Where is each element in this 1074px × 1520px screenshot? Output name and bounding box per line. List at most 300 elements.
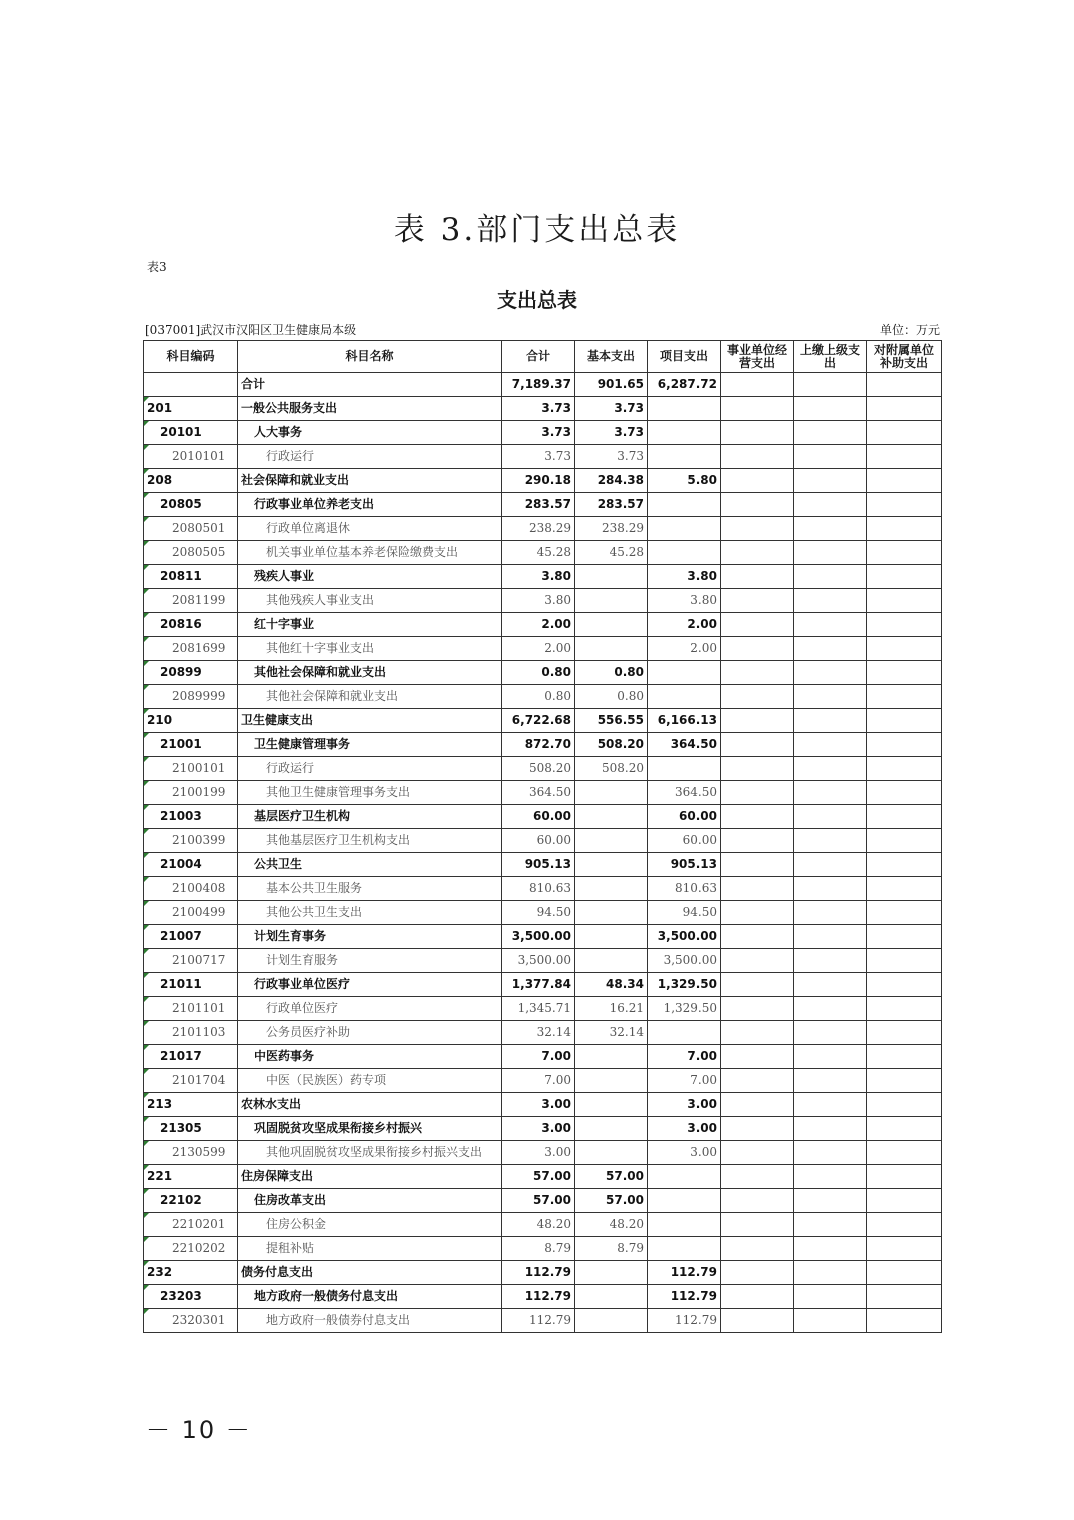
row-total: 3,500.00 bbox=[502, 949, 575, 973]
row-basic: 3.73 bbox=[575, 421, 648, 445]
row-remit bbox=[794, 421, 867, 445]
row-code: 21011 bbox=[144, 973, 238, 997]
row-business bbox=[721, 1021, 794, 1045]
row-code: 208 bbox=[144, 469, 238, 493]
row-total: 57.00 bbox=[502, 1165, 575, 1189]
table-row bbox=[144, 1237, 942, 1261]
row-business bbox=[721, 517, 794, 541]
row-remit bbox=[794, 493, 867, 517]
table-row bbox=[144, 757, 942, 781]
row-project bbox=[648, 1165, 721, 1189]
row-code: 21003 bbox=[144, 805, 238, 829]
row-remit bbox=[794, 709, 867, 733]
row-project bbox=[648, 541, 721, 565]
row-code: 232 bbox=[144, 1261, 238, 1285]
row-project: 94.50 bbox=[648, 901, 721, 925]
row-project: 60.00 bbox=[648, 805, 721, 829]
row-remit bbox=[794, 1045, 867, 1069]
row-remit bbox=[794, 637, 867, 661]
row-code: 2100499 bbox=[144, 901, 238, 925]
table-row bbox=[144, 1261, 942, 1285]
table-row bbox=[144, 613, 942, 637]
row-remit bbox=[794, 445, 867, 469]
row-total: 3.80 bbox=[502, 565, 575, 589]
row-name: 债务付息支出 bbox=[238, 1261, 502, 1285]
row-business bbox=[721, 421, 794, 445]
row-name: 行政事业单位医疗 bbox=[238, 973, 502, 997]
row-basic bbox=[575, 877, 648, 901]
row-basic: 45.28 bbox=[575, 541, 648, 565]
row-project: 2.00 bbox=[648, 637, 721, 661]
row-subsidy bbox=[867, 373, 942, 397]
row-business bbox=[721, 565, 794, 589]
row-subsidy bbox=[867, 973, 942, 997]
row-total: 3.73 bbox=[502, 421, 575, 445]
expenditure-table bbox=[143, 340, 942, 1333]
table-row bbox=[144, 877, 942, 901]
row-remit bbox=[794, 973, 867, 997]
row-total: 810.63 bbox=[502, 877, 575, 901]
row-project bbox=[648, 1237, 721, 1261]
row-subsidy bbox=[867, 901, 942, 925]
row-code: 2320301 bbox=[144, 1309, 238, 1333]
row-project: 112.79 bbox=[648, 1309, 721, 1333]
row-total: 60.00 bbox=[502, 829, 575, 853]
row-remit bbox=[794, 1021, 867, 1045]
row-name: 行政单位离退休 bbox=[238, 517, 502, 541]
table-tag: 表3 bbox=[147, 260, 167, 274]
row-project: 5.80 bbox=[648, 469, 721, 493]
row-name: 其他残疾人事业支出 bbox=[238, 589, 502, 613]
row-code: 2101103 bbox=[144, 1021, 238, 1045]
row-project: 7.00 bbox=[648, 1069, 721, 1093]
row-name: 公务员医疗补助 bbox=[238, 1021, 502, 1045]
row-remit bbox=[794, 1141, 867, 1165]
row-name: 卫生健康支出 bbox=[238, 709, 502, 733]
table-row bbox=[144, 997, 942, 1021]
table-row bbox=[144, 1165, 942, 1189]
row-basic bbox=[575, 637, 648, 661]
row-total: 94.50 bbox=[502, 901, 575, 925]
table-row bbox=[144, 853, 942, 877]
row-subsidy bbox=[867, 925, 942, 949]
row-basic bbox=[575, 901, 648, 925]
row-project: 3,500.00 bbox=[648, 925, 721, 949]
row-remit bbox=[794, 757, 867, 781]
row-basic bbox=[575, 1117, 648, 1141]
table-row bbox=[144, 709, 942, 733]
row-remit bbox=[794, 1261, 867, 1285]
row-code: 2080505 bbox=[144, 541, 238, 565]
row-remit bbox=[794, 397, 867, 421]
row-subsidy bbox=[867, 1237, 942, 1261]
row-name: 行政事业单位养老支出 bbox=[238, 493, 502, 517]
row-remit bbox=[794, 877, 867, 901]
row-project bbox=[648, 1189, 721, 1213]
row-total: 508.20 bbox=[502, 757, 575, 781]
row-total: 872.70 bbox=[502, 733, 575, 757]
row-subsidy bbox=[867, 685, 942, 709]
row-business bbox=[721, 1189, 794, 1213]
row-project: 7.00 bbox=[648, 1045, 721, 1069]
row-business bbox=[721, 733, 794, 757]
row-code: 23203 bbox=[144, 1285, 238, 1309]
row-remit bbox=[794, 1189, 867, 1213]
row-subsidy bbox=[867, 1093, 942, 1117]
row-code: 21007 bbox=[144, 925, 238, 949]
row-basic: 508.20 bbox=[575, 757, 648, 781]
row-project bbox=[648, 661, 721, 685]
header-code: 科目编码 bbox=[144, 341, 238, 373]
row-business bbox=[721, 829, 794, 853]
row-project: 1,329.50 bbox=[648, 997, 721, 1021]
row-project: 3,500.00 bbox=[648, 949, 721, 973]
row-name: 住房保障支出 bbox=[238, 1165, 502, 1189]
row-total: 1,377.84 bbox=[502, 973, 575, 997]
row-subsidy bbox=[867, 997, 942, 1021]
row-code: 20101 bbox=[144, 421, 238, 445]
row-basic bbox=[575, 1045, 648, 1069]
row-business bbox=[721, 1285, 794, 1309]
header-business: 事业单位经营支出 bbox=[721, 341, 794, 373]
header-project: 项目支出 bbox=[648, 341, 721, 373]
row-code: 20805 bbox=[144, 493, 238, 517]
row-code: 20811 bbox=[144, 565, 238, 589]
row-total: 7.00 bbox=[502, 1045, 575, 1069]
row-total: 3,500.00 bbox=[502, 925, 575, 949]
row-basic: 3.73 bbox=[575, 445, 648, 469]
row-remit bbox=[794, 853, 867, 877]
row-remit bbox=[794, 997, 867, 1021]
row-basic bbox=[575, 925, 648, 949]
row-business bbox=[721, 709, 794, 733]
table-row bbox=[144, 373, 942, 397]
row-total: 0.80 bbox=[502, 685, 575, 709]
row-business bbox=[721, 637, 794, 661]
row-remit bbox=[794, 733, 867, 757]
row-name: 卫生健康管理事务 bbox=[238, 733, 502, 757]
row-subsidy bbox=[867, 1213, 942, 1237]
row-subsidy bbox=[867, 445, 942, 469]
row-total: 2.00 bbox=[502, 637, 575, 661]
row-name: 其他基层医疗卫生机构支出 bbox=[238, 829, 502, 853]
row-subsidy bbox=[867, 541, 942, 565]
row-project bbox=[648, 397, 721, 421]
row-subsidy bbox=[867, 1261, 942, 1285]
row-subsidy bbox=[867, 517, 942, 541]
table-row bbox=[144, 517, 942, 541]
row-project: 3.80 bbox=[648, 565, 721, 589]
row-name: 人大事务 bbox=[238, 421, 502, 445]
row-remit bbox=[794, 661, 867, 685]
table-row bbox=[144, 469, 942, 493]
row-subsidy bbox=[867, 565, 942, 589]
table-row bbox=[144, 421, 942, 445]
row-basic bbox=[575, 853, 648, 877]
table-row bbox=[144, 397, 942, 421]
row-remit bbox=[794, 613, 867, 637]
table-row bbox=[144, 733, 942, 757]
row-code: 21004 bbox=[144, 853, 238, 877]
row-business bbox=[721, 397, 794, 421]
row-code: 2100399 bbox=[144, 829, 238, 853]
row-project: 364.50 bbox=[648, 733, 721, 757]
row-business bbox=[721, 949, 794, 973]
row-total: 112.79 bbox=[502, 1261, 575, 1285]
row-subsidy bbox=[867, 637, 942, 661]
organization-label: [037001]武汉市汉阳区卫生健康局本级 bbox=[145, 323, 357, 337]
row-remit bbox=[794, 925, 867, 949]
row-name: 其他社会保障和就业支出 bbox=[238, 661, 502, 685]
row-subsidy bbox=[867, 421, 942, 445]
row-business bbox=[721, 877, 794, 901]
row-business bbox=[721, 1117, 794, 1141]
row-project: 2.00 bbox=[648, 613, 721, 637]
row-business bbox=[721, 1237, 794, 1261]
row-basic bbox=[575, 1093, 648, 1117]
row-code: 2100199 bbox=[144, 781, 238, 805]
row-business bbox=[721, 925, 794, 949]
row-name: 行政单位医疗 bbox=[238, 997, 502, 1021]
row-basic bbox=[575, 781, 648, 805]
row-code: 22102 bbox=[144, 1189, 238, 1213]
row-name: 中医（民族医）药专项 bbox=[238, 1069, 502, 1093]
table-row bbox=[144, 949, 942, 973]
row-subsidy bbox=[867, 853, 942, 877]
row-total: 3.00 bbox=[502, 1141, 575, 1165]
row-code: 2010101 bbox=[144, 445, 238, 469]
row-code: 2130599 bbox=[144, 1141, 238, 1165]
table-row bbox=[144, 1069, 942, 1093]
row-remit bbox=[794, 1093, 867, 1117]
table-header-row bbox=[144, 341, 942, 373]
row-project: 60.00 bbox=[648, 829, 721, 853]
row-remit bbox=[794, 373, 867, 397]
header-subsidy: 对附属单位补助支出 bbox=[867, 341, 942, 373]
row-subsidy bbox=[867, 1189, 942, 1213]
row-name: 计划生育服务 bbox=[238, 949, 502, 973]
row-remit bbox=[794, 949, 867, 973]
header-remit: 上缴上级支出 bbox=[794, 341, 867, 373]
table-row bbox=[144, 445, 942, 469]
row-remit bbox=[794, 541, 867, 565]
row-code: 201 bbox=[144, 397, 238, 421]
row-business bbox=[721, 1141, 794, 1165]
row-code: 2089999 bbox=[144, 685, 238, 709]
row-business bbox=[721, 1093, 794, 1117]
table-row bbox=[144, 1285, 942, 1309]
row-total: 0.80 bbox=[502, 661, 575, 685]
row-total: 8.79 bbox=[502, 1237, 575, 1261]
row-subsidy bbox=[867, 1045, 942, 1069]
row-total: 112.79 bbox=[502, 1309, 575, 1333]
row-subsidy bbox=[867, 1165, 942, 1189]
row-name: 一般公共服务支出 bbox=[238, 397, 502, 421]
row-basic bbox=[575, 1141, 648, 1165]
row-subsidy bbox=[867, 709, 942, 733]
row-basic: 57.00 bbox=[575, 1189, 648, 1213]
row-project: 810.63 bbox=[648, 877, 721, 901]
row-total: 1,345.71 bbox=[502, 997, 575, 1021]
row-subsidy bbox=[867, 493, 942, 517]
row-total: 6,722.68 bbox=[502, 709, 575, 733]
row-code: 2210202 bbox=[144, 1237, 238, 1261]
table-row bbox=[144, 661, 942, 685]
row-subsidy bbox=[867, 757, 942, 781]
row-name: 巩固脱贫攻坚成果衔接乡村振兴 bbox=[238, 1117, 502, 1141]
row-total: 2.00 bbox=[502, 613, 575, 637]
table-row bbox=[144, 1141, 942, 1165]
row-subsidy bbox=[867, 589, 942, 613]
row-remit bbox=[794, 1165, 867, 1189]
row-code: 21001 bbox=[144, 733, 238, 757]
table-row bbox=[144, 565, 942, 589]
row-subsidy bbox=[867, 805, 942, 829]
table-body bbox=[144, 373, 942, 1333]
row-business bbox=[721, 685, 794, 709]
row-business bbox=[721, 445, 794, 469]
row-total: 7,189.37 bbox=[502, 373, 575, 397]
row-name: 合计 bbox=[238, 373, 502, 397]
table-row bbox=[144, 1189, 942, 1213]
row-total: 3.00 bbox=[502, 1117, 575, 1141]
row-basic bbox=[575, 589, 648, 613]
row-business bbox=[721, 805, 794, 829]
row-basic: 3.73 bbox=[575, 397, 648, 421]
row-code: 2210201 bbox=[144, 1213, 238, 1237]
row-basic: 48.20 bbox=[575, 1213, 648, 1237]
row-subsidy bbox=[867, 661, 942, 685]
row-name: 机关事业单位基本养老保险缴费支出 bbox=[238, 541, 502, 565]
row-subsidy bbox=[867, 397, 942, 421]
row-code: 2100408 bbox=[144, 877, 238, 901]
table-row bbox=[144, 925, 942, 949]
row-name: 住房改革支出 bbox=[238, 1189, 502, 1213]
row-business bbox=[721, 1309, 794, 1333]
row-total: 364.50 bbox=[502, 781, 575, 805]
row-name: 计划生育事务 bbox=[238, 925, 502, 949]
row-business bbox=[721, 1045, 794, 1069]
row-remit bbox=[794, 1309, 867, 1333]
row-name: 基层医疗卫生机构 bbox=[238, 805, 502, 829]
row-project: 6,166.13 bbox=[648, 709, 721, 733]
row-basic: 508.20 bbox=[575, 733, 648, 757]
row-subsidy bbox=[867, 1285, 942, 1309]
row-subsidy bbox=[867, 1309, 942, 1333]
row-business bbox=[721, 1069, 794, 1093]
row-subsidy bbox=[867, 469, 942, 493]
row-remit bbox=[794, 517, 867, 541]
row-remit bbox=[794, 781, 867, 805]
row-project: 6,287.72 bbox=[648, 373, 721, 397]
row-total: 905.13 bbox=[502, 853, 575, 877]
row-name: 社会保障和就业支出 bbox=[238, 469, 502, 493]
unit-label: 单位：万元 bbox=[879, 323, 940, 337]
row-total: 283.57 bbox=[502, 493, 575, 517]
row-total: 3.73 bbox=[502, 445, 575, 469]
row-subsidy bbox=[867, 829, 942, 853]
row-business bbox=[721, 853, 794, 877]
table-row bbox=[144, 685, 942, 709]
row-name: 公共卫生 bbox=[238, 853, 502, 877]
row-basic: 48.34 bbox=[575, 973, 648, 997]
row-name: 其他巩固脱贫攻坚成果衔接乡村振兴支出 bbox=[238, 1141, 502, 1165]
row-remit bbox=[794, 469, 867, 493]
row-basic: 32.14 bbox=[575, 1021, 648, 1045]
row-subsidy bbox=[867, 1069, 942, 1093]
row-project bbox=[648, 445, 721, 469]
row-name: 中医药事务 bbox=[238, 1045, 502, 1069]
row-subsidy bbox=[867, 949, 942, 973]
row-code: 213 bbox=[144, 1093, 238, 1117]
table-row bbox=[144, 1021, 942, 1045]
row-basic bbox=[575, 1285, 648, 1309]
row-basic bbox=[575, 805, 648, 829]
table-row bbox=[144, 541, 942, 565]
page-number: － 10 － bbox=[146, 1416, 252, 1444]
row-name: 红十字事业 bbox=[238, 613, 502, 637]
row-business bbox=[721, 781, 794, 805]
row-business bbox=[721, 973, 794, 997]
row-basic bbox=[575, 1261, 648, 1285]
row-subsidy bbox=[867, 877, 942, 901]
table-row bbox=[144, 829, 942, 853]
row-name: 农林水支出 bbox=[238, 1093, 502, 1117]
row-project: 3.00 bbox=[648, 1093, 721, 1117]
table-row bbox=[144, 805, 942, 829]
row-project bbox=[648, 517, 721, 541]
table-caption: 支出总表 bbox=[497, 288, 577, 312]
row-business bbox=[721, 373, 794, 397]
row-code: 2100717 bbox=[144, 949, 238, 973]
row-basic: 284.38 bbox=[575, 469, 648, 493]
row-project bbox=[648, 1021, 721, 1045]
row-remit bbox=[794, 1117, 867, 1141]
row-basic bbox=[575, 829, 648, 853]
row-name: 残疾人事业 bbox=[238, 565, 502, 589]
table-row bbox=[144, 781, 942, 805]
row-code: 2080501 bbox=[144, 517, 238, 541]
row-basic: 57.00 bbox=[575, 1165, 648, 1189]
row-basic: 238.29 bbox=[575, 517, 648, 541]
row-remit bbox=[794, 805, 867, 829]
row-basic: 283.57 bbox=[575, 493, 648, 517]
row-subsidy bbox=[867, 613, 942, 637]
row-code: 21305 bbox=[144, 1117, 238, 1141]
table-row bbox=[144, 1093, 942, 1117]
page-title: 表 3.部门支出总表 bbox=[393, 212, 681, 248]
row-business bbox=[721, 1165, 794, 1189]
row-remit bbox=[794, 829, 867, 853]
row-business bbox=[721, 613, 794, 637]
table-row bbox=[144, 493, 942, 517]
row-remit bbox=[794, 1237, 867, 1261]
row-project: 3.80 bbox=[648, 589, 721, 613]
row-total: 7.00 bbox=[502, 1069, 575, 1093]
row-total: 32.14 bbox=[502, 1021, 575, 1045]
table-row bbox=[144, 1309, 942, 1333]
row-business bbox=[721, 661, 794, 685]
row-total: 48.20 bbox=[502, 1213, 575, 1237]
row-project: 3.00 bbox=[648, 1117, 721, 1141]
row-business bbox=[721, 469, 794, 493]
table-row bbox=[144, 589, 942, 613]
row-basic bbox=[575, 949, 648, 973]
table-row bbox=[144, 1213, 942, 1237]
row-code: 2081699 bbox=[144, 637, 238, 661]
row-remit bbox=[794, 1285, 867, 1309]
table-row bbox=[144, 901, 942, 925]
